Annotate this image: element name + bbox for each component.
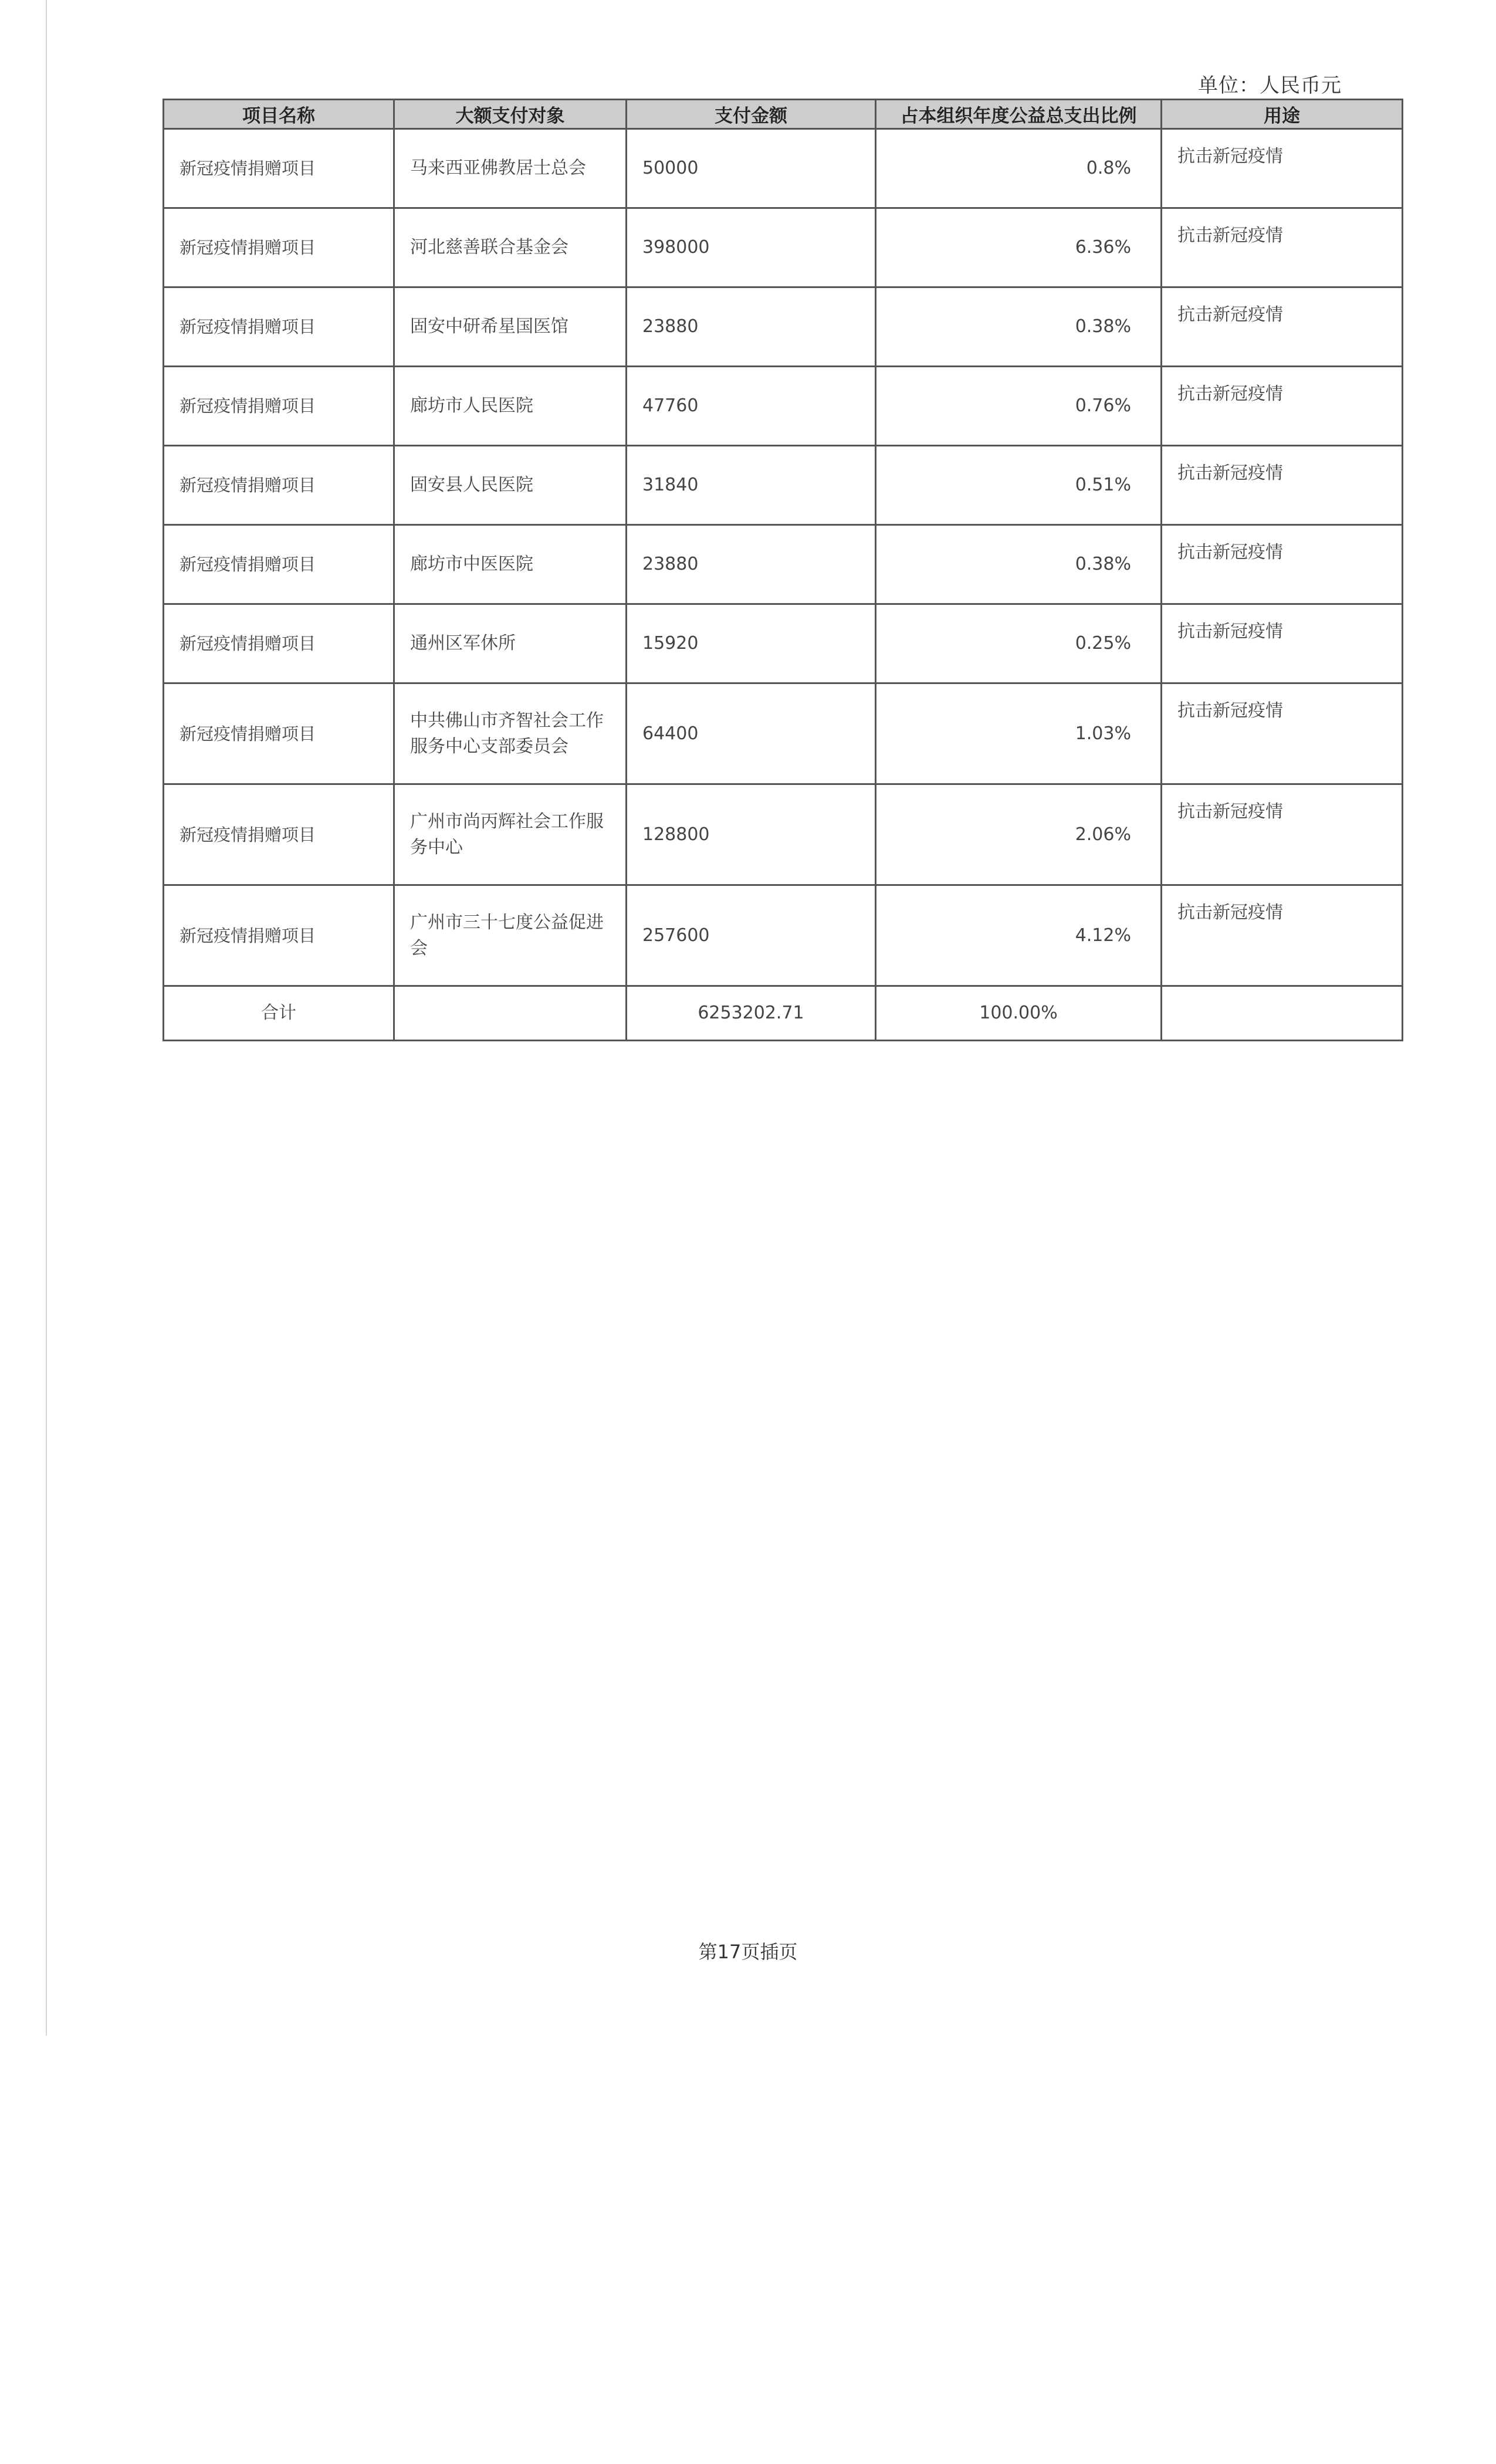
cell-purpose: 抗击新冠疫情 xyxy=(1162,784,1403,885)
table-header-row xyxy=(164,100,1403,129)
cell-amount: 257600 xyxy=(627,885,876,986)
large-payment-table xyxy=(163,99,1403,1041)
cell-ratio: 0.76% xyxy=(876,367,1162,446)
cell-project: 新冠疫情捐赠项目 xyxy=(164,208,394,287)
cell-recipient: 固安中研希星国医馆 xyxy=(394,287,627,367)
cell-ratio: 1.03% xyxy=(876,683,1162,784)
cell-project: 新冠疫情捐赠项目 xyxy=(164,525,394,604)
scan-edge-line xyxy=(46,0,47,2036)
cell-recipient: 广州市三十七度公益促进会 xyxy=(394,885,627,986)
cell-purpose: 抗击新冠疫情 xyxy=(1162,367,1403,446)
total-ratio: 100.00% xyxy=(876,986,1162,1041)
cell-project: 新冠疫情捐赠项目 xyxy=(164,604,394,683)
table-row xyxy=(164,604,1403,683)
table-row xyxy=(164,683,1403,784)
table-row xyxy=(164,446,1403,525)
cell-ratio: 0.8% xyxy=(876,129,1162,208)
cell-amount: 15920 xyxy=(627,604,876,683)
header-payment-recipient: 大额支付对象 xyxy=(394,100,627,129)
cell-ratio: 6.36% xyxy=(876,208,1162,287)
cell-amount: 128800 xyxy=(627,784,876,885)
cell-recipient: 廊坊市中医医院 xyxy=(394,525,627,604)
cell-amount: 23880 xyxy=(627,525,876,604)
cell-amount: 64400 xyxy=(627,683,876,784)
header-expenditure-ratio: 占本组织年度公益总支出比例 xyxy=(876,100,1162,129)
cell-purpose: 抗击新冠疫情 xyxy=(1162,885,1403,986)
cell-purpose: 抗击新冠疫情 xyxy=(1162,604,1403,683)
table-row xyxy=(164,525,1403,604)
cell-ratio: 4.12% xyxy=(876,885,1162,986)
cell-amount: 31840 xyxy=(627,446,876,525)
cell-project: 新冠疫情捐赠项目 xyxy=(164,683,394,784)
header-purpose: 用途 xyxy=(1162,100,1403,129)
cell-recipient: 通州区军休所 xyxy=(394,604,627,683)
total-recipient-empty xyxy=(394,986,627,1041)
cell-recipient: 马来西亚佛教居士总会 xyxy=(394,129,627,208)
table-row xyxy=(164,208,1403,287)
cell-project: 新冠疫情捐赠项目 xyxy=(164,784,394,885)
cell-recipient: 中共佛山市齐智社会工作服务中心支部委员会 xyxy=(394,683,627,784)
table-row xyxy=(164,367,1403,446)
cell-purpose: 抗击新冠疫情 xyxy=(1162,525,1403,604)
cell-project: 新冠疫情捐赠项目 xyxy=(164,885,394,986)
cell-ratio: 0.25% xyxy=(876,604,1162,683)
cell-ratio: 0.38% xyxy=(876,525,1162,604)
payment-table-container xyxy=(163,99,1402,1041)
table-total-row xyxy=(164,986,1403,1041)
cell-purpose: 抗击新冠疫情 xyxy=(1162,208,1403,287)
cell-amount: 47760 xyxy=(627,367,876,446)
cell-project: 新冠疫情捐赠项目 xyxy=(164,446,394,525)
unit-label: 单位：人民币元 xyxy=(1198,74,1342,97)
total-purpose-empty xyxy=(1162,986,1403,1041)
page-footer-note: 第17页插页 xyxy=(698,1941,798,1963)
table-row xyxy=(164,885,1403,986)
table-row xyxy=(164,129,1403,208)
cell-project: 新冠疫情捐赠项目 xyxy=(164,287,394,367)
table-row xyxy=(164,287,1403,367)
cell-ratio: 0.51% xyxy=(876,446,1162,525)
total-amount: 6253202.71 xyxy=(627,986,876,1041)
cell-ratio: 2.06% xyxy=(876,784,1162,885)
cell-recipient: 固安县人民医院 xyxy=(394,446,627,525)
cell-purpose: 抗击新冠疫情 xyxy=(1162,287,1403,367)
cell-purpose: 抗击新冠疫情 xyxy=(1162,129,1403,208)
header-project-name: 项目名称 xyxy=(164,100,394,129)
cell-purpose: 抗击新冠疫情 xyxy=(1162,683,1403,784)
cell-recipient: 廊坊市人民医院 xyxy=(394,367,627,446)
cell-project: 新冠疫情捐赠项目 xyxy=(164,129,394,208)
cell-purpose: 抗击新冠疫情 xyxy=(1162,446,1403,525)
cell-amount: 50000 xyxy=(627,129,876,208)
cell-ratio: 0.38% xyxy=(876,287,1162,367)
cell-amount: 23880 xyxy=(627,287,876,367)
cell-recipient: 河北慈善联合基金会 xyxy=(394,208,627,287)
cell-project: 新冠疫情捐赠项目 xyxy=(164,367,394,446)
header-payment-amount: 支付金额 xyxy=(627,100,876,129)
cell-recipient: 广州市尚丙辉社会工作服务中心 xyxy=(394,784,627,885)
total-label: 合计 xyxy=(164,986,394,1041)
table-row xyxy=(164,784,1403,885)
cell-amount: 398000 xyxy=(627,208,876,287)
